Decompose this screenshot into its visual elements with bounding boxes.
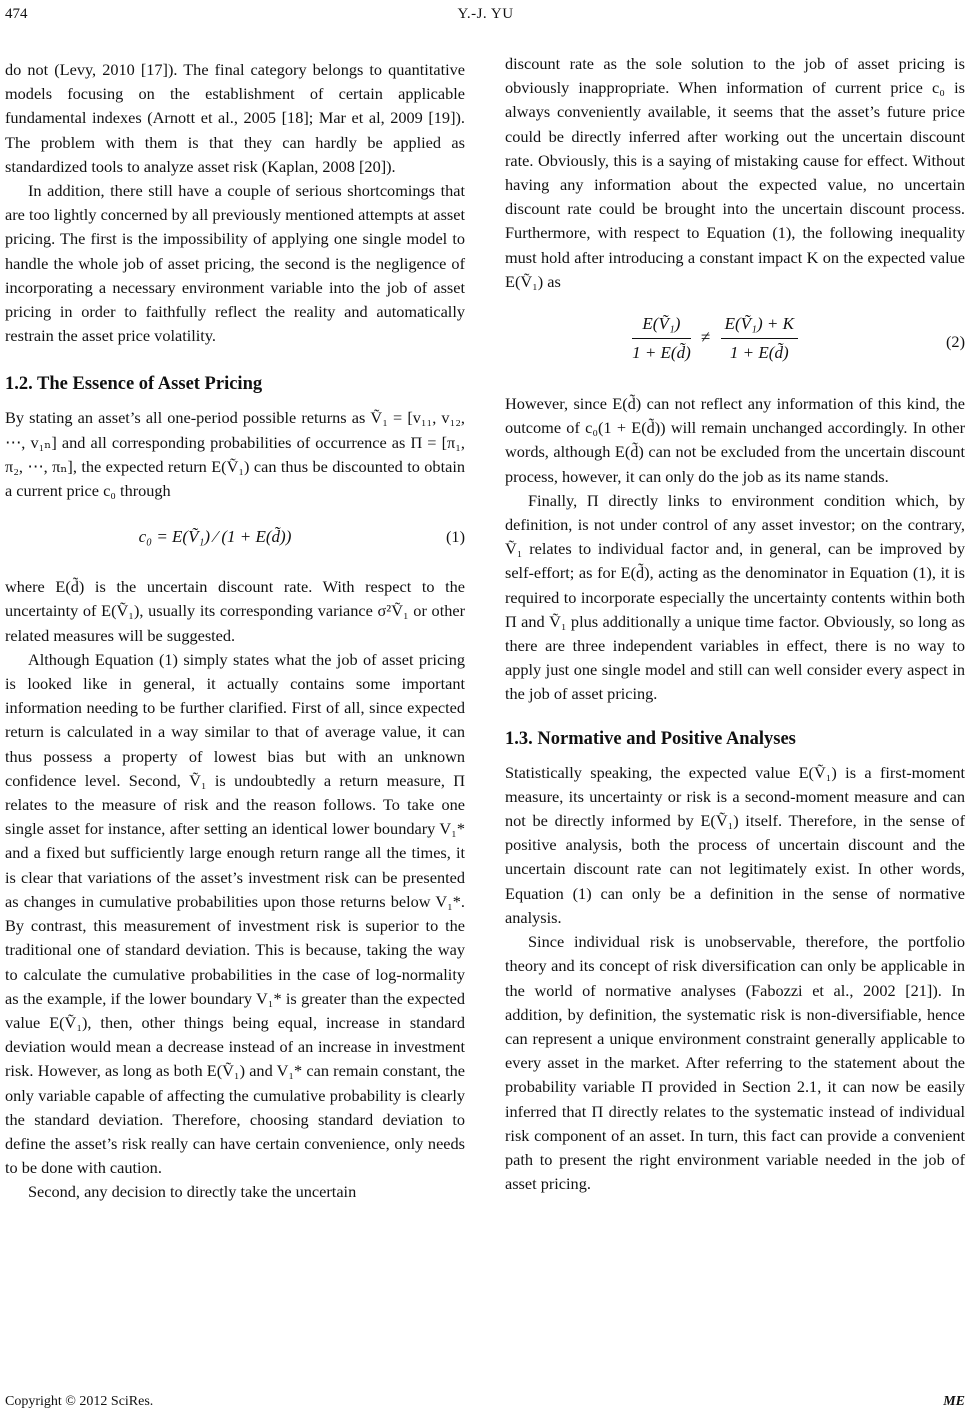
equation-number: (1) xyxy=(446,527,465,547)
left-column xyxy=(5,58,465,1205)
paragraph: discount rate as the sole solution to the job of asset pricing is obviously inappropriate. When information of current price c₀ is always conveniently available, it seems that the asset’s future price could be directly inferred after working out the uncertain discount rate. Obviously, this is a saying of mistaking cause for effect. Without having any information about the expected value, no uncertain discount rate could be brought into the uncertain discount process. Furthermore, with respect to Equation (1), the following inequality must hold after introducing a constant impact K on the expected value E(Ṽ₁) as xyxy=(505,54,965,291)
fraction xyxy=(632,312,691,365)
page-footer xyxy=(0,1394,971,1412)
running-head xyxy=(0,6,971,28)
fraction xyxy=(721,312,798,365)
section-heading-1-3: 1.3. Normative and Positive Analyses xyxy=(505,728,796,749)
denominator: 1 + E(d̃) xyxy=(632,343,691,363)
paragraph: Second, any decision to directly take the uncertain xyxy=(28,1182,357,1202)
paragraph: Since individual risk is unobservable, therefore, the portfolio theory and its concept of risk diversification can only be applicable in the world of normative analyses (Fabozzi et al., 2002 [21]). In addition, by definition, the systematic risk is non-diversifiable, hence can represent a unique environment constraint generally applicable to every asset in the market. After referring to the statement about the probability variable Π provided in Section 2.1, it can now be easily inferred that Π directly relates to the systematic instead of individual risk component of an asset. In turn, this fact can provide a convenient path to present the right environment variable needed in the job of asset pricing. xyxy=(505,932,965,1194)
page-number: 474 xyxy=(5,6,28,22)
equation-1 xyxy=(5,517,465,563)
equation-2 xyxy=(505,308,965,380)
paragraph: However, since E(d̃) can not reflect any information of this kind, the outcome of c₀(1 + E(d̃)) will remain unchanged accordingly. In other words, although E(d̃) can not be excluded from the uncertain discount process, however, it can only do the job as its name stands. xyxy=(505,394,965,486)
denominator: 1 + E(d̃) xyxy=(729,343,789,363)
journal-abbrev: ME xyxy=(943,1394,965,1409)
section-heading-1-2: 1.2. The Essence of Asset Pricing xyxy=(5,374,263,395)
equation-body xyxy=(505,312,925,365)
paragraph: Finally, Π directly links to environment condition which, by definition, is not under control of any asset investor; on the contrary, Ṽ₁ relates to individual factor and, in general, can be improved by self-effort; as for E(d̃), acting as the denominator in Equation (1), it is required to incorporate especially the uncertainty contents within both Π and Ṽ₁ plus additionally a unique time factor. Obviously, so long as there are three independent variables in effect, there is no way to apply just one single model and still can well consider every aspect in the job of asset pricing. xyxy=(505,490,965,704)
paragraph: By stating an asset’s all one-period possible returns as Ṽ₁ = [v₁₁, v₁₂, ⋯, v₁ₙ] and all corresponding probabilities of occurrence as Π = [π₁, π₂, ⋯, πₙ], the expected return E(Ṽ₁) can thus be discounted to obtain a current price c₀ through xyxy=(5,408,465,501)
running-author: Y.-J. YU xyxy=(457,6,514,22)
copyright-notice: Copyright © 2012 SciRes. xyxy=(5,1394,154,1409)
equation-number: (2) xyxy=(946,332,965,352)
paragraph: Statistically speaking, the expected value E(Ṽ₁) is a first-moment measure, its uncertainty or risk is a second-moment measure and can not be directly informed by E(Ṽ₁) itself. Therefore, in the sense of positive analysis, both the process of uncertain discount and the uncertain discount rate can not legitimately exist. In other words, Equation (1) can only be a definition in the sense of normative analysis. xyxy=(505,762,965,927)
paragraph: In addition, there still have a couple of serious shortcomings that are too lightly concerned by all previously mentioned attempts at asset pricing. The first is the impossibility of applying one single model to handle the whole job of asset pricing, the second is the negligence of incorporating a necessary environment variable into the job of asset pricing in order to faithfully reflect the reality and automatically restrain the asset price volatility. xyxy=(5,181,465,346)
paragraph: where E(d̃) is the uncertain discount rate. With respect to the uncertainty of E(Ṽ₁), usually its corresponding variance σ²Ṽ₁ or other related measures will be suggested. xyxy=(5,577,465,645)
not-equal-sign: ≠ xyxy=(701,327,711,347)
paragraph: do not (Levy, 2010 [17]). The final category belongs to quantitative models focusing on the establishment of certain applicable fundamental indexes (Arnott et al., 2005 [18]; Mar et al, 2009 [19]). The problem with them is that they can hardly be applied as standardized tools to analyze asset risk (Kaplan, 2008 [20]). xyxy=(5,60,465,176)
paragraph: Although Equation (1) simply states what the job of asset pricing is looked like in general, it actually contains some important information needing to be further clarified. First of all, since expected return is calculated in a way similar to that of average value, it can thus possess a property of lowest bias but with an unknown confidence level. Second, Ṽ₁ is undoubtedly a return measure, Π relates to the measure of risk and the reason follows. To take one single asset for instance, after setting an identical lower boundary V₁* and a fixed but sufficiently large enough return range all the times, it is clear that variations of the asset’s investment risk can be presented as changes in cumulative probabilities upon those returns below V₁*. By contrast, this measurement of investment risk is superior to the traditional one of standard deviation. This is because, taking the way to calculate the cumulative probabilities in the case of log-normality as the example, if the lower boundary V₁* is greater than the expected value E(Ṽ₁), then, other things being equal, increase in standard deviation would mean a decrease instead of an increase in investment risk. However, as long as both E(Ṽ₁) and V₁* can remain constant, the only variable capable of affecting the cumulative probability is clearly the standard deviation. Therefore, choosing standard deviation to define the asset’s risk really can have certain convenience, only needs to be done with caution. xyxy=(5,649,465,1178)
equation-body: c₀ = E(Ṽ₁) ⁄ (1 + E(d̃)) xyxy=(138,527,292,547)
numerator: E(Ṽ₁) + K xyxy=(721,312,798,339)
numerator: E(Ṽ₁) xyxy=(632,312,691,339)
right-column xyxy=(505,52,965,1196)
